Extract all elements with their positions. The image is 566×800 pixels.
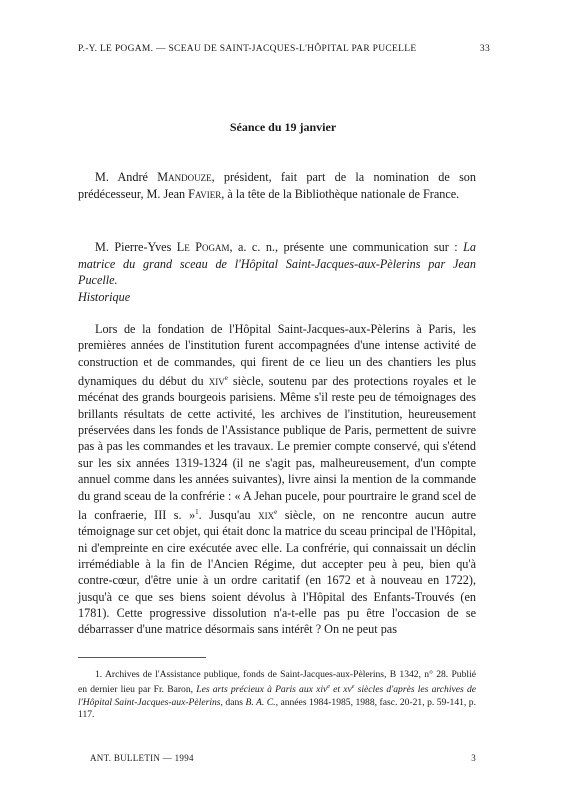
bulletin-reference: ANT. BULLETIN — 1994 bbox=[90, 753, 194, 763]
running-head bbox=[78, 44, 490, 54]
paragraph-nomination: M. André Mandouze, président, fait part de la nomination de son prédécesseur, M. Jean Favier, à la tête de la Bibliothèque nationale de France. bbox=[78, 170, 476, 201]
paragraph-historique: Lors de la fondation de l'Hôpital Saint-Jacques-aux-Pèlerins à Paris, les premières années de l'institution furent accompagnées d'une intense activité de construction et de commandes, qui firent de ce lieu un des chantiers les plus dynamiques du début du xiv$^e$ siècle, soutenu par des protections royales et le mécénat des grands bourgeois parisiens. Même s'il reste peu de témoignages des brillants résultats de cette activité, les archives de l'institution, heureusement préservées dans les fonds de l'Assistance publique de Paris, permettent de suivre pas à pas les commandes et les travaux. Le premier compte conservé, qui s'étend sur les six années 1319-1324 (il ne s'agit pas, malheureusement, d'un compte annuel comme dans les années suivantes), livre ainsi la mention de la commande du grand sceau de la confrérie : « A Jehan pucele, pour pourtraire le grand scel de la confraerie, III s. »$^1$. Jusqu'au xix$^e$ siècle, on ne rencontre aucun autre témoignage sur cet objet, qui était donc la matrice du sceau principal de l'Hôpital, ni d'empreinte en cire exécutée avec elle. La confrérie, qui connaissait un déclin irrémédiable à la fin de l'Ancien Régime, dut accepter peu à peu, bien qu'à contre-cœur, d'être unie à un ordre caritatif (en 1672 et à nouveau en 1722), jusqu'à ce que ses biens soient dévolus à l'Hôpital des Enfants-Trouvés (en 1781). Cette progressive dissolution n'a-t-elle pas pu être l'occasion de se débarrasser d'une matrice désormais sans intérêt ? On ne peut pas bbox=[78, 322, 476, 637]
communication-title: La matrice du grand sceau de l'Hôpital Saint-Jacques-aux-Pèlerins par Jean Pucelle. bbox=[78, 240, 476, 287]
person-name: Favier bbox=[188, 186, 222, 201]
paragraph-communication: M. Pierre-Yves Le Pogam, a. c. n., présente une communication sur : La matrice du grand sceau de l'Hôpital Saint-Jacques-aux-Pèlerins par Jean Pucelle. bbox=[78, 240, 476, 287]
page-number: 33 bbox=[479, 44, 490, 54]
running-head-text: P.-Y. LE POGAM. — SCEAU DE SAINT-JACQUES-L'HÔPITAL PAR PUCELLE bbox=[78, 44, 417, 54]
folio-number: 3 bbox=[471, 753, 476, 763]
footnote-reference[interactable]: 1 bbox=[195, 507, 199, 516]
footnote: 1. Archives de l'Assistance publique, fonds de Saint-Jacques-aux-Pèlerins, B 1342, n° 28. Publié en dernier lieu par Fr. Baron, Les arts précieux à Paris aux xiv$^e$ et $xv^e$ siècles d'après les archives de l'Hôpital Saint-Jacques-aux-Pèlerins, dans B. A. C., années 1984-1985, 1988, fasc. 20-21, p. 59-141, p. 117. bbox=[78, 669, 476, 721]
person-name: Le Pogam bbox=[176, 240, 230, 254]
section-heading: Historique bbox=[78, 290, 131, 304]
person-name: Mandouze bbox=[157, 170, 212, 184]
page-footer bbox=[90, 753, 476, 763]
footnote-divider bbox=[78, 657, 206, 658]
session-title: Séance du 19 janvier bbox=[229, 120, 337, 134]
